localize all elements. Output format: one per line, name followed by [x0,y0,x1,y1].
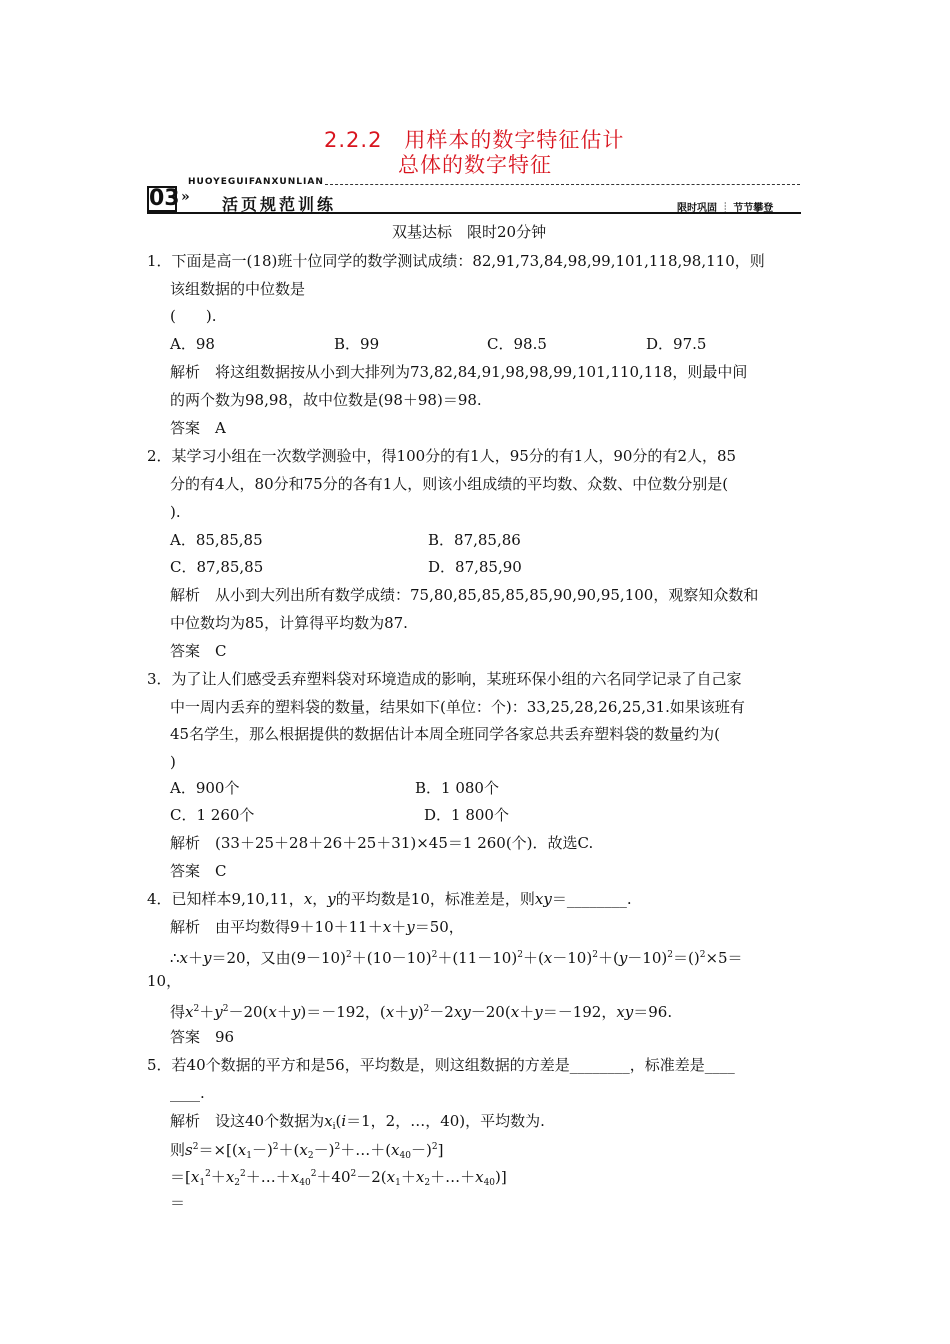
option-d: D．1 800个 [424,806,509,824]
solution-text: 解析 设这40个数据为$x_i(i=1$，2，…，40)，平均数为. [170,1112,545,1132]
question-text: 该组数据的中位数是 [170,280,306,298]
banner-number-box [147,186,180,212]
answer-text: 答案 96 [170,1028,235,1046]
option-a: A．900个 [170,779,240,797]
banner-pinyin: HUOYEGUIFANXUNLIAN [188,177,324,187]
double-arrow-icon: » [181,189,190,205]
question-text: ). [170,503,181,521]
question-text: 2．某学习小组在一次数学测验中，得100分的有1人，95分的有1人，90分的有2人，85 [147,447,737,465]
question-text: 45名学生，那么根据提供的数据估计本周全班同学各家总共丢弃塑料袋的数量约为( [170,725,720,743]
solution-text: 的两个数为98,98，故中位数是(98＋98)＝98. [170,391,482,409]
banner-rule [147,212,801,214]
solution-text: ∴x＋y＝20，又由$(9-10)^2+(10-10)^2+(11-10)^2+(x-10)^2+(y-10)^2=()^2\times 5=$ [170,949,743,967]
option-d: D．97.5 [646,335,707,353]
option-c: C．1 260个 [170,806,255,824]
option-a: A．98 [170,335,215,353]
answer-text: 答案 A [170,419,226,437]
solution-text: $=[x_1^2+x_2^2+\dots+x_{40}^2+40^2-2(x_1+x_2+\dots+x_{40})]$ [170,1168,507,1188]
question-text: 3．为了让人们感受丢弃塑料袋对环境造成的影响，某班环保小组的六名同学记录了自己家 [147,670,742,688]
option-c: C．98.5 [487,335,547,353]
solution-text: 解析 由平均数得9＋10＋11＋x＋y＝50， [170,918,464,936]
solution-text: 解析 (33＋25＋28＋26＋25＋31)×45＝1 260(个)．故选C. [170,834,594,852]
question-text: 中一周内丢弃的塑料袋的数量，结果如下(单位：个)：33,25,28,26,25,31.如果该班有 [170,698,745,716]
solution-text: 中位数均为85，计算得平均数为87. [170,614,408,632]
question-text: 5．若40个数据的平方和是56，平均数是，则这组数据的方差是________，标准差是____ [147,1056,735,1074]
option-c: C．87,85,85 [170,558,264,576]
solution-text: 则$s^2=\times[(x_1-)^2+(x_2-)^2+\dots+(x_{40}-)^2]$ [170,1141,444,1161]
option-a: A．85,85,85 [170,531,263,549]
question-text: 4．已知样本9,10,11，x，y的平均数是10，标准差是，则xy＝________. [147,890,632,908]
answer-text: 答案 C [170,642,227,660]
question-text: 1．下面是高一(18)班十位同学的数学测试成绩：82,91,73,84,98,99,101,118,98,110，则 [147,252,765,270]
option-b: B．1 080个 [415,779,499,797]
question-text: ____. [170,1084,205,1102]
question-text: 分的有4人，80分和75分的各有1人，则该小组成绩的平均数、众数、中位数分别是( [170,475,729,493]
banner-tag-1: 限时巩固 [677,203,717,214]
section-title-line2: 总体的数字特征 [398,153,552,177]
subtitle: 双基达标 限时20分钟 [392,223,547,241]
banner-tag-2: 节节攀登 [733,203,774,214]
option-d: D．87,85,90 [428,558,522,576]
answer-text: 答案 C [170,862,227,880]
section-title: 2.2.2 用样本的数字特征估计 [324,128,625,152]
option-b: B．99 [334,335,380,353]
solution-text: 解析 将这组数据按从小到大排列为73,82,84,91,98,98,99,101,110,118，则最中间 [170,363,748,381]
solution-text: ＝ [170,1194,186,1212]
banner-tag-divider: ┊ [722,203,729,214]
solution-text: 10， [147,972,182,990]
option-b: B．87,85,86 [428,531,521,549]
solution-text: 得$x^2+y^2-20(x+y)=-192$，$(x+y)^2-2xy-20(x+y=-192$，xy＝96. [170,1003,673,1021]
banner-name: 活页规范训练 [222,195,337,214]
banner-number: 03 [149,186,180,211]
question-text: ) [170,753,176,771]
answer-blank: ( ). [170,307,217,325]
banner-dashed-rule [325,184,800,185]
solution-text: 解析 从小到大列出所有数学成绩：75,80,85,85,85,85,90,90,95,100，观察知众数和 [170,586,759,604]
